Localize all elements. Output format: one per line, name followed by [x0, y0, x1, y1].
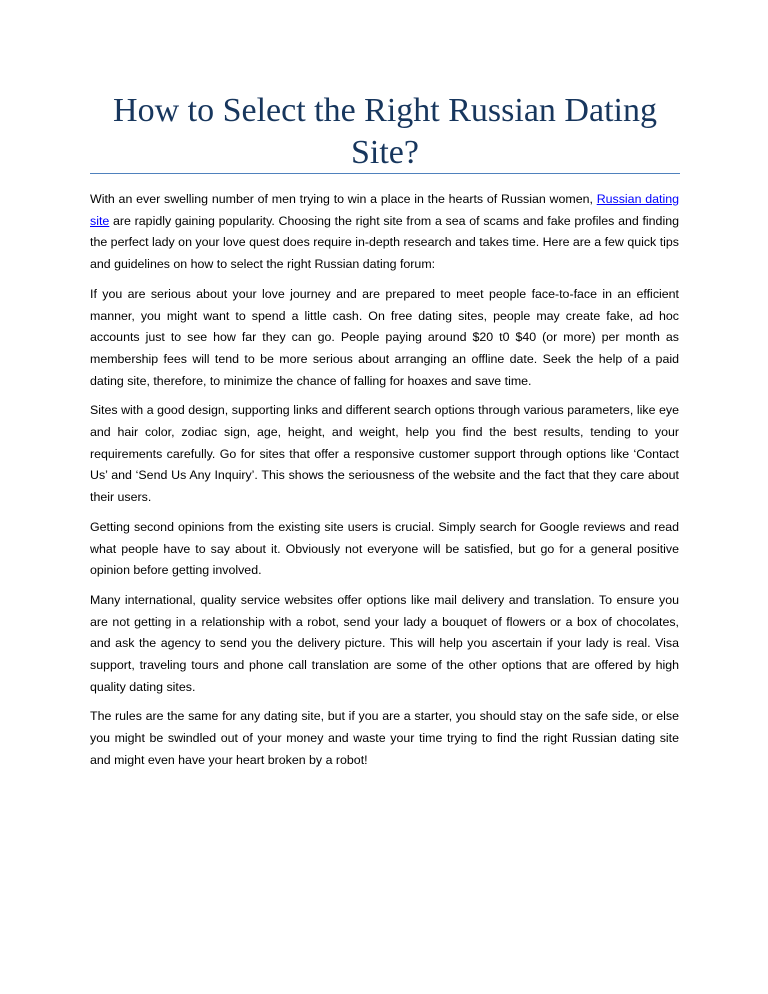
paragraph-intro-after: are rapidly gaining popularity. Choosing the right site from a sea of scams and fake profiles and finding the perfect lady on your love quest does require in-depth research and takes time. Here are a few quick tips and guidelines on how to select the right Russian dating forum:: [90, 213, 679, 272]
russian-dating-site-link[interactable]: Russian dating site: [90, 192, 680, 228]
page-title: How to Select the Right Russian Dating Site?: [113, 92, 657, 171]
title-divider: [90, 173, 680, 174]
paragraph-intro: [90, 189, 679, 276]
paragraph-second-opinions: Getting second opinions from the existing site users is crucial. Simply search for Google reviews and read what people have to say about it. Obviously not everyone will be satisfied, but go for a general positive opinion before getting involved.: [90, 519, 679, 578]
paragraph-paid-sites: If you are serious about your love journey and are prepared to meet people face-to-face in an efficient manner, you might want to spend a little cash. On free dating sites, people may create fake, ad hoc accounts just to see how far they can go. People paying around $20 t0 $40 (or more) per month as membership fees will tend to be more serious about arranging an offline date. Seek the help of a paid dating site, therefore, to minimize the chance of falling for hoaxes and save time.: [90, 286, 679, 388]
paragraph-intro-before: With an ever swelling number of men trying to win a place in the hearts of Russian women,: [90, 192, 597, 206]
paragraph-conclusion: The rules are the same for any dating site, but if you are a starter, you should stay on the safe side, or else you might be swindled out of your money and waste your time trying to find the right Russian dating site and might even have your heart broken by a robot!: [90, 709, 679, 767]
article-body: [90, 189, 679, 780]
paragraph-services: Many international, quality service websites offer options like mail delivery and translation. To ensure you are not getting in a relationship with a robot, send your lady a bouquet of flowers or a box of chocolates, and ask the agency to send you the delivery picture. This will help you ascertain if your lady is real. Visa support, traveling tours and phone call translation are some of the other options that are offered by high quality dating sites.: [90, 592, 679, 694]
paragraph-site-design: Sites with a good design, supporting links and different search options through various parameters, like eye and hair color, zodiac sign, age, height, and weight, help you find the best results, tending to your requirements carefully. Go for sites that offer a responsive customer support through options like ‘Contact Us’ and ‘Send Us Any Inquiry’. This shows the seriousness of the website and the fact that they care about their users.: [90, 403, 679, 505]
